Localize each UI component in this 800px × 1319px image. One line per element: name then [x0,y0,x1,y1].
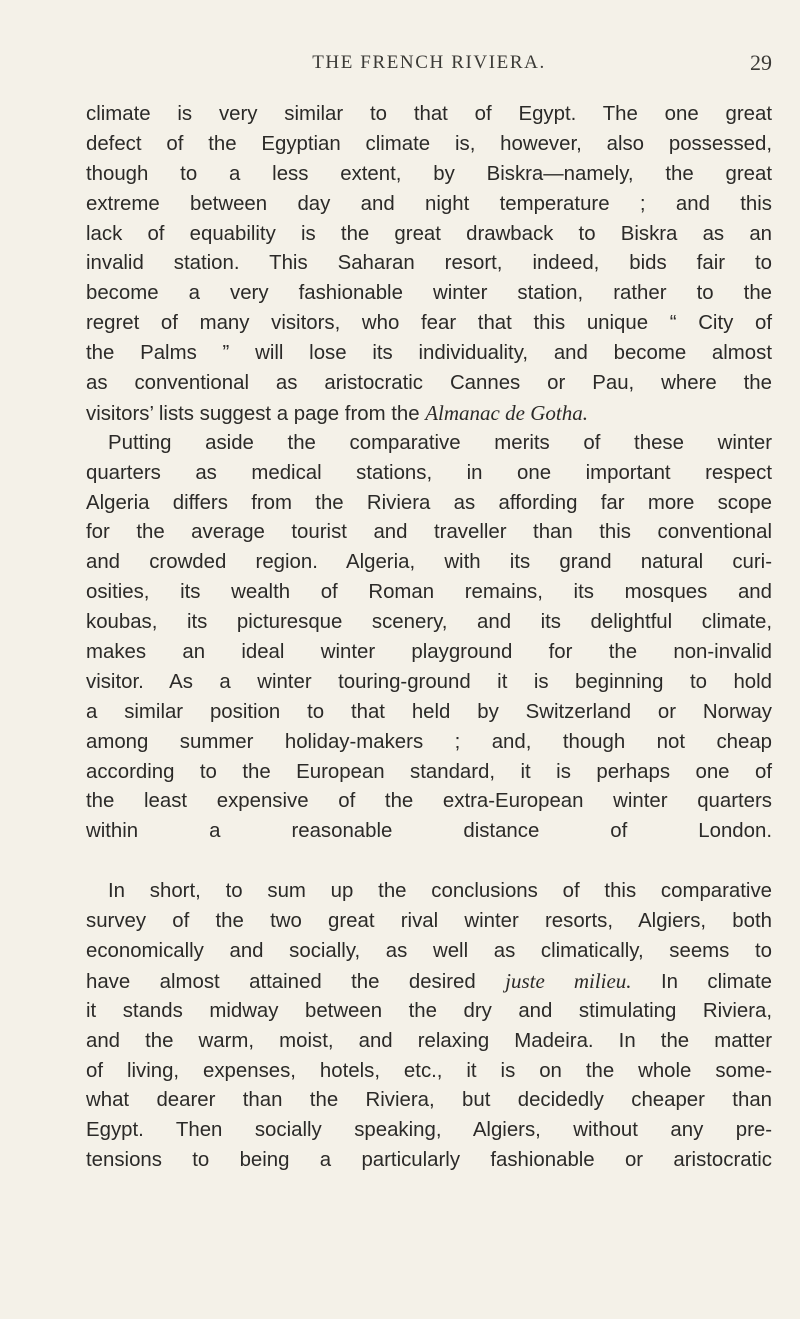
text-line: tensions to being a particularly fashionable or aristocratic [86,1149,772,1172]
text-line: of living, expenses, hotels, etc., it is on the whole some- [86,1059,772,1082]
text-line: makes an ideal winter playground for the non-invalid [86,641,772,664]
text-line: the least expensive of the extra-European winter quarters [86,790,772,813]
text-line: Egypt. Then socially speaking, Algiers, without any pre- [86,1119,772,1142]
text-line: osities, its wealth of Roman remains, its mosques and [86,581,772,604]
text-line: regret of many visitors, who fear that this unique “ City of [86,312,772,335]
text-line: become a very fashionable winter station, rather to the [86,282,772,305]
text-line: a similar position to that held by Switzerland or Norway [86,700,772,723]
italic-phrase: juste milieu. [505,968,632,993]
text-line: Algeria differs from the Riviera as affording far more scope [86,491,772,514]
text-line: survey of the two great rival winter resorts, Algiers, both [86,910,772,933]
text-line [86,399,772,429]
text-line: among summer holiday-makers ; and, though not cheap [86,730,772,753]
text-line: koubas, its picturesque scenery, and its delightful climate, [86,611,772,634]
text-line: and the warm, moist, and relaxing Madeira. In the matter [86,1029,772,1052]
running-title: THE FRENCH RIVIERA. [312,52,546,73]
text-line: the Palms ” will lose its individuality, and become almost [86,342,772,365]
text-line: within a reasonable distance of London. [86,820,772,843]
text-run: visitors’ lists suggest a page from the [86,402,426,425]
paragraph [86,877,772,1176]
text-line [86,967,772,997]
text-line: defect of the Egyptian climate is, however, also possessed, [86,132,772,155]
paragraph [86,429,772,877]
body-text [86,100,772,1176]
text-line: for the average tourist and traveller than this conventional [86,521,772,544]
page-number: 29 [750,50,772,75]
paragraph [86,100,772,429]
text-line: as conventional as aristocratic Cannes or Pau, where the [86,372,772,395]
text-line: and crowded region. Algeria, with its grand natural curi- [86,551,772,574]
text-line: what dearer than the Riviera, but decidedly cheaper than [86,1089,772,1112]
text-line [86,847,772,877]
text-line: it stands midway between the dry and stimulating Riviera, [86,999,772,1022]
text-line: extreme between day and night temperature ; and this [86,192,772,215]
text-line: quarters as medical stations, in one important respect [86,461,772,484]
text-line: climate is very similar to that of Egypt. The one great [86,103,772,125]
text-line: lack of equability is the great drawback to Biskra as an [86,222,772,245]
text-line: In short, to sum up the conclusions of this comparative [108,880,772,903]
text-line: Putting aside the comparative merits of these winter [108,431,772,454]
text-line: visitor. As a winter touring-ground it is beginning to hold [86,670,772,693]
text-line: economically and socially, as well as climatically, seems to [86,939,772,962]
running-head [86,52,772,82]
text-line: though to a less extent, by Biskra—namely, the great [86,162,772,185]
italic-title: Almanac de Gotha. [425,400,588,425]
text-run: In climate [631,970,772,993]
text-run: have almost attained the desired [86,970,506,993]
text-line: invalid station. This Saharan resort, indeed, bids fair to [86,252,772,275]
text-line: according to the European standard, it is perhaps one of [86,760,772,783]
